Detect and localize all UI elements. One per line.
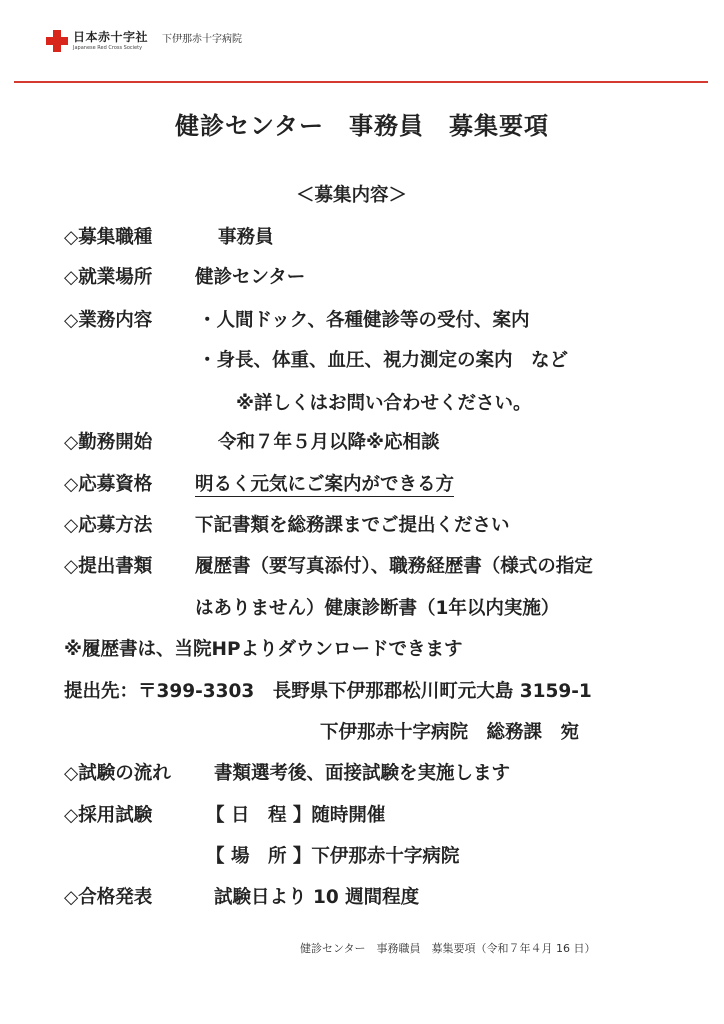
org-name: 日本赤十字社 [73,30,149,44]
exam-label: ◇採用試験 [64,805,153,826]
page-header [46,26,242,56]
exam-flow-label: ◇試験の流れ [64,763,171,784]
duties-line-1: ・人間ドック、各種健診等の受付、案内 [198,310,530,331]
page-footer: 健診センター 事務職員 募集要項（令和７年４月 16 日） [300,942,596,955]
workplace-label: ◇就業場所 [64,267,153,288]
duties-line-2: ・身長、体重、血圧、視力測定の案内 など [198,350,569,371]
org-logo-text [73,31,148,51]
duties-note: ※詳しくはお問い合わせください。 [236,393,532,414]
result-value: 試験日より 10 週間程度 [214,887,420,908]
job-type-label: ◇募集職種 [64,227,153,248]
job-type-value: 事務員 [218,227,274,248]
start-label: ◇勤務開始 [64,432,153,453]
qualification-value [195,472,454,498]
submit-to: 提出先：〒399-3303 長野県下伊那郡松川町元大島 3159-1 [64,681,592,702]
resume-note: ※履歴書は、当院HPよりダウンロードできます [64,639,463,660]
qualification-text: 明るく元気にご案内ができる方 [195,474,455,495]
method-label: ◇応募方法 [64,515,153,536]
page-title: 健診センター 事務員 募集要項 [174,112,550,140]
qualification-label: ◇応募資格 [64,474,153,495]
org-name-en: Japanese Red Cross Society [73,45,143,51]
submit-to-line-2: 下伊那赤十字病院 総務課 宛 [320,722,580,743]
duties-label: ◇業務内容 [64,310,153,331]
header-divider [14,81,708,83]
documents-line-1: 履歴書（要写真添付）、職務経歴書（様式の指定 [195,556,593,577]
section-heading: ＜募集内容＞ [296,185,408,206]
red-cross-logo-icon [46,30,68,52]
documents-label: ◇提出書類 [64,556,153,577]
hospital-name: 下伊那赤十字病院 [162,33,243,45]
exam-place: 【 場 所 】下伊那赤十字病院 [206,846,460,867]
start-value: 令和７年５月以降※応相談 [218,432,440,453]
method-value: 下記書類を総務課までご提出ください [195,515,510,536]
result-label: ◇合格発表 [64,887,153,908]
exam-schedule: 【 日 程 】随時開催 [206,805,386,826]
documents-line-2: はありません）健康診断書（1年以内実施） [195,598,560,619]
exam-flow-value: 書類選考後、面接試験を実施します [214,763,511,784]
workplace-value: 健診センター [195,267,306,288]
